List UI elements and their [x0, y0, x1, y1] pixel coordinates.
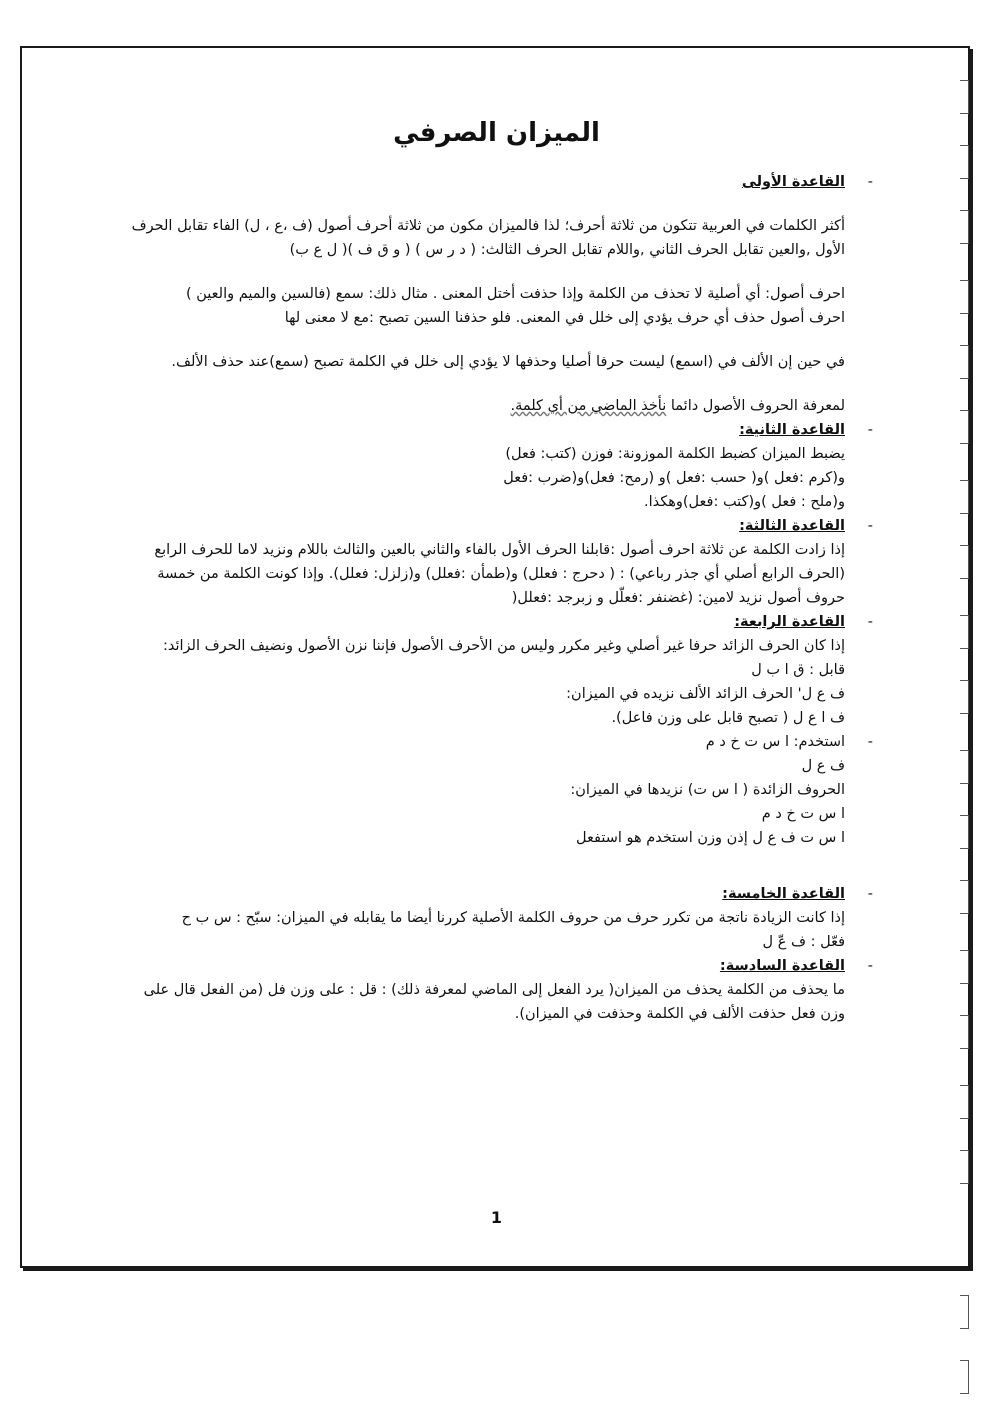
page-number: 1 — [490, 1208, 503, 1227]
rule4-line-6: ف ع ل — [801, 758, 845, 774]
binder-mark — [960, 280, 969, 314]
rule4-line-1: إذا كان الحرف الزائد حرفا غير أصلي وغير مكرر وليس من الأحرف الأصول فإننا نزن الأصول ونضيف الحرف الزائد: — [162, 638, 845, 654]
rule1-paragraph-4-start: لمعرفة الحروف الأصول دائما — [666, 398, 845, 414]
binder-mark — [960, 545, 969, 579]
rule5-line-2: فعّل : ف عّ ل — [762, 934, 845, 950]
rule4-line-7: الحروف الزائدة ( ا س ت) نزيدها في الميزان: — [570, 782, 845, 798]
rule1-paragraph-4 — [115, 394, 845, 418]
rule4-line-8: ا س ت خ د م — [761, 806, 845, 822]
rule6-text: ما يحذف من الكلمة يحذف من الميزان( يرد الفعل إلى الماضي لمعرفة ذلك) : قل : على وزن فل (من الفعل قال على وزن فعل حذفت الألف في الكلمة وحذفت في الميزان). — [143, 982, 845, 1022]
binder-mark — [960, 1295, 969, 1329]
binder-mark — [960, 815, 969, 849]
rule3-heading: القاعدة الثالثة: - — [115, 514, 845, 538]
binder-mark — [960, 410, 969, 444]
rule1-paragraph-4-underlined: نأخذ الماضي من أي كلمة. — [510, 398, 667, 414]
rule2-line-2: و(كرم :فعل )و( حسب :فعل )و (رمح: فعل)و(ضرب :فعل — [503, 470, 845, 486]
rule5-heading: القاعدة الخامسة: - — [115, 882, 845, 906]
binder-mark — [960, 480, 969, 514]
rule6-heading: القاعدة السادسة: - — [115, 954, 845, 978]
rule5-line-1: إذا كانت الزيادة ناتجة من تكرر حرف من حروف الكلمة الأصلية كررنا أيضا ما يقابله في الميزان: سبّح : س ب ح — [181, 910, 845, 926]
rule4-line-5: استخدم: ا س ت خ د م - — [115, 730, 845, 754]
rule1-paragraph-1: أكثر الكلمات في العربية تتكون من ثلاثة أحرف؛ لذا فالميزان مكون من ثلاثة أحرف أصول (ف ،ع ، ل) الفاء تقابل الحرف الأول ,والعين تقابل الحرف الثاني ,واللام تقابل الحرف الثالث: ( د ر س ) ( و ق ف )( ل ع ب) — [131, 218, 845, 258]
rule4-line-4: ف ا ع ل ( تصبح قابل على وزن فاعل). — [611, 710, 845, 726]
rule4-line-3: ف ع ل' الحرف الزائد الألف نزيده في الميزان: — [566, 686, 845, 702]
binder-mark — [960, 880, 969, 914]
binder-mark — [960, 145, 969, 179]
binder-mark — [960, 80, 969, 114]
rule4-line-9: ا س ت ف ع ل إذن وزن استخدم هو استفعل — [576, 830, 845, 846]
binder-mark — [960, 1360, 969, 1394]
binder-mark — [960, 345, 969, 379]
binder-mark — [960, 680, 969, 714]
binder-mark — [960, 750, 969, 784]
binder-mark — [960, 1085, 969, 1119]
rule2-line-3: و(ملح : فعل )و(كتب :فعل)وهكذا. — [643, 494, 845, 510]
page-title: الميزان الصرفي — [393, 118, 600, 148]
rule2-heading: القاعدة الثانية: - — [115, 418, 845, 442]
rule3-text: إذا زادت الكلمة عن ثلاثة احرف أصول :قابلنا الحرف الأول بالفاء والثاني بالعين والثالث باللام ونزيد لاما للحرف الرابع (الحرف الرابع أصلي أي جذر رباعي) : ( دحرج : فعلل) و(طمأن :فعلل) و(زلزل: فعلل). وإذا كونت الكلمة من خمسة حروف أصول نزيد لامين: (غضنفر :فعلّل و زبرجد :فعلل( — [154, 542, 845, 606]
binder-mark — [960, 1015, 969, 1049]
rule1-paragraph-3: في حين إن الألف في (اسمع) ليست حرفا أصليا وحذفها لا يؤدي إلى خلل في الكلمة تصبح (سمع)عند حذف الألف. — [171, 354, 845, 370]
rule1-paragraph-2-line-1: احرف أصول: أي أصلية لا تحذف من الكلمة وإذا حذفت أختل المعنى . مثال ذلك: سمع (فالسين والميم والعين ) — [185, 286, 845, 302]
binder-mark — [960, 210, 969, 244]
binder-mark — [960, 950, 969, 984]
binder-mark — [960, 615, 969, 649]
document-body — [115, 170, 845, 1026]
rule4-heading: القاعدة الرابعة: - — [115, 610, 845, 634]
rule1-paragraph-2-line-2: احرف أصول حذف أي حرف يؤدي إلى خلل في المعنى. فلو حذفنا السين تصبح :مع لا معنى لها — [284, 310, 845, 326]
rule1-heading: القاعدة الأولى - — [115, 170, 845, 194]
rule2-line-1: يضبط الميزان كضبط الكلمة الموزونة: فوزن (كتب: فعل) — [505, 446, 845, 462]
rule4-line-2: قابل : ق ا ب ل — [751, 662, 845, 678]
binder-mark — [960, 1150, 969, 1184]
